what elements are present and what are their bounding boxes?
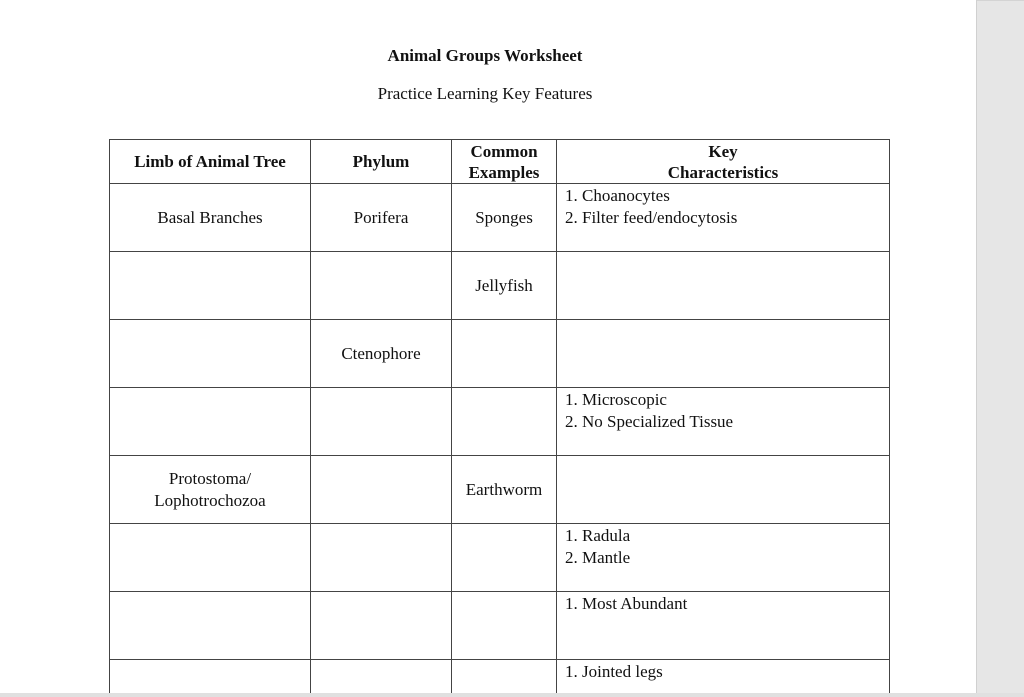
example-cell[interactable] bbox=[452, 388, 557, 456]
example-cell[interactable] bbox=[452, 320, 557, 388]
limb-cell[interactable]: Basal Branches bbox=[110, 184, 311, 252]
phylum-cell[interactable] bbox=[311, 660, 452, 694]
characteristics-cell[interactable] bbox=[557, 456, 890, 524]
table-row bbox=[110, 456, 890, 524]
characteristics-cell[interactable] bbox=[557, 252, 890, 320]
limb-cell[interactable] bbox=[110, 388, 311, 456]
header-common-examples: Common Examples bbox=[452, 140, 557, 184]
phylum-cell[interactable] bbox=[311, 524, 452, 592]
phylum-cell[interactable]: Ctenophore bbox=[311, 320, 452, 388]
header-key-characteristics: Key Characteristics bbox=[557, 140, 890, 184]
header-phylum: Phylum bbox=[311, 140, 452, 184]
limb-cell[interactable] bbox=[110, 524, 311, 592]
worksheet-subtitle: Practice Learning Key Features bbox=[377, 84, 593, 103]
phylum-cell[interactable]: Porifera bbox=[311, 184, 452, 252]
worksheet-title: Animal Groups Worksheet bbox=[387, 46, 583, 65]
table-row bbox=[110, 592, 890, 660]
table-row bbox=[110, 388, 890, 456]
table-row bbox=[110, 252, 890, 320]
horizontal-scrollbar[interactable] bbox=[0, 693, 1024, 697]
phylum-cell[interactable] bbox=[311, 592, 452, 660]
table-row bbox=[110, 184, 890, 252]
phylum-cell[interactable] bbox=[311, 388, 452, 456]
phylum-cell[interactable] bbox=[311, 252, 452, 320]
example-cell[interactable]: Sponges bbox=[452, 184, 557, 252]
example-cell[interactable] bbox=[452, 524, 557, 592]
example-cell[interactable]: Earthworm bbox=[452, 456, 557, 524]
limb-cell[interactable] bbox=[110, 660, 311, 694]
table-row bbox=[110, 660, 890, 694]
characteristics-cell[interactable]: 1. Most Abundant bbox=[557, 592, 890, 660]
limb-cell[interactable] bbox=[110, 320, 311, 388]
phylum-cell[interactable] bbox=[311, 456, 452, 524]
example-cell[interactable] bbox=[452, 592, 557, 660]
animal-groups-table bbox=[109, 139, 890, 693]
characteristics-cell[interactable]: 1. Radula 2. Mantle bbox=[557, 524, 890, 592]
table-header-row bbox=[110, 140, 890, 184]
table-row bbox=[110, 320, 890, 388]
limb-cell[interactable] bbox=[110, 252, 311, 320]
limb-cell[interactable]: Protostoma/ Lophotrochozoa bbox=[110, 456, 311, 524]
limb-cell[interactable] bbox=[110, 592, 311, 660]
characteristics-cell[interactable]: 1. Microscopic 2. No Specialized Tissue bbox=[557, 388, 890, 456]
example-cell[interactable]: Jellyfish bbox=[452, 252, 557, 320]
header-limb: Limb of Animal Tree bbox=[110, 140, 311, 184]
characteristics-cell[interactable]: 1. Choanocytes 2. Filter feed/endocytosis bbox=[557, 184, 890, 252]
characteristics-cell[interactable]: 1. Jointed legs bbox=[557, 660, 890, 694]
characteristics-cell[interactable] bbox=[557, 320, 890, 388]
example-cell[interactable] bbox=[452, 660, 557, 694]
table-row bbox=[110, 524, 890, 592]
